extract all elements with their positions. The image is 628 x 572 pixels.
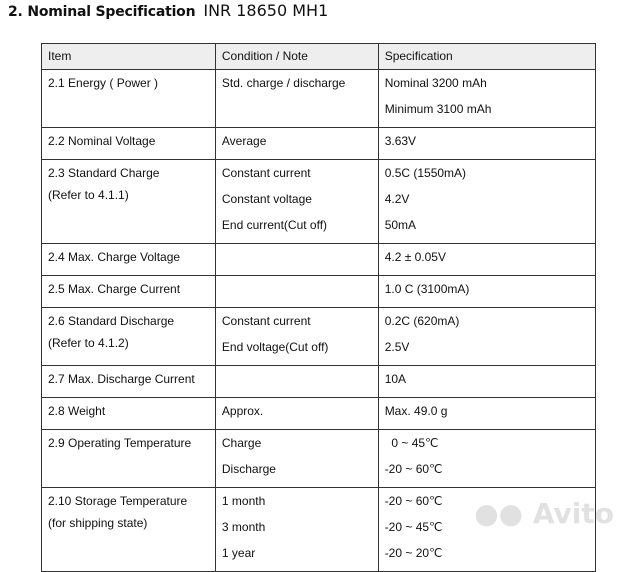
table-row [42, 70, 596, 128]
specification-text: Nominal 3200 mAh [384, 76, 487, 90]
condition-text: Discharge [221, 462, 276, 476]
item-text: 2.6 Standard Discharge [48, 314, 175, 328]
specification-text: -20 ~ 45℃ [384, 520, 443, 534]
specification-cell [378, 430, 595, 488]
specification-text: 0.5C (1550mA) [384, 166, 467, 180]
item-cell [42, 276, 216, 308]
specification-cell [378, 366, 595, 398]
item-text: (Refer to 4.1.1) [48, 188, 129, 202]
item-text: 2.2 Nominal Voltage [48, 134, 156, 148]
specification-text: 0 ~ 45℃ [384, 436, 439, 450]
specification-cell [378, 308, 595, 366]
condition-text: Average [221, 134, 267, 148]
condition-cell [215, 488, 378, 572]
table-row [42, 430, 596, 488]
table-row [42, 308, 596, 366]
table-row [42, 276, 596, 308]
condition-cell [215, 308, 378, 366]
item-text: (Refer to 4.1.2) [48, 336, 129, 350]
specification-cell [378, 244, 595, 276]
specification-text: 1.0 C (3100mA) [384, 282, 470, 296]
condition-text: End voltage(Cut off) [221, 340, 329, 354]
table-row [42, 366, 596, 398]
item-cell [42, 366, 216, 398]
condition-cell [215, 244, 378, 276]
condition-text: End current(Cut off) [221, 218, 328, 232]
item-cell [42, 488, 216, 572]
table-row [42, 398, 596, 430]
section-heading [8, 1, 328, 20]
condition-cell [215, 398, 378, 430]
specification-text: -20 ~ 60℃ [384, 494, 443, 508]
item-cell [42, 128, 216, 160]
condition-text: Constant current [221, 314, 311, 328]
condition-text: 1 year [221, 546, 256, 560]
model-name: INR 18650 MH1 [203, 1, 329, 20]
item-text: 2.3 Standard Charge [48, 166, 160, 180]
condition-cell [215, 128, 378, 160]
condition-cell [215, 366, 378, 398]
item-text: 2.7 Max. Discharge Current [48, 372, 195, 386]
specification-cell [378, 160, 595, 244]
item-text: 2.10 Storage Temperature [48, 494, 188, 508]
specification-text: 3.63V [384, 134, 417, 148]
condition-cell [215, 160, 378, 244]
condition-text: Constant voltage [221, 192, 312, 206]
item-cell [42, 398, 216, 430]
avito-watermark: ●● Avito [474, 497, 614, 530]
table-row [42, 244, 596, 276]
item-cell [42, 308, 216, 366]
specification-text: -20 ~ 20℃ [384, 546, 443, 560]
condition-cell [215, 70, 378, 128]
condition-cell [215, 430, 378, 488]
specification-text: 2.5V [384, 340, 410, 354]
header-item: Item [42, 44, 216, 70]
condition-text: Constant current [221, 166, 311, 180]
condition-cell [215, 276, 378, 308]
specification-text: 0.2C (620mA) [384, 314, 460, 328]
specification-text: 10A [384, 372, 407, 386]
watermark-text: Avito [532, 497, 614, 530]
condition-text: Approx. [221, 404, 264, 418]
item-text: 2.5 Max. Charge Current [48, 282, 181, 296]
specification-cell [378, 70, 595, 128]
condition-text: Std. charge / discharge [221, 76, 346, 90]
item-text: 2.4 Max. Charge Voltage [48, 250, 181, 264]
condition-text: Charge [221, 436, 262, 450]
item-cell [42, 160, 216, 244]
condition-text: 1 month [221, 494, 266, 508]
condition-text: 3 month [221, 520, 266, 534]
header-specification: Specification [378, 44, 595, 70]
item-text: (for shipping state) [48, 516, 148, 530]
header-condition: Condition / Note [215, 44, 378, 70]
table-row [42, 128, 596, 160]
specification-cell [378, 276, 595, 308]
specification-text: 4.2V [384, 192, 410, 206]
specification-table [41, 43, 596, 572]
specification-text: 50mA [384, 218, 417, 232]
specification-text: Minimum 3100 mAh [384, 102, 492, 116]
specification-cell [378, 398, 595, 430]
item-text: 2.9 Operating Temperature [48, 436, 192, 450]
table-header-row [42, 44, 596, 70]
specification-text: -20 ~ 60℃ [384, 462, 443, 476]
item-text: 2.1 Energy ( Power ) [48, 76, 159, 90]
table-row [42, 160, 596, 244]
section-title: 2. Nominal Specification [8, 4, 196, 20]
item-cell [42, 430, 216, 488]
specification-cell [378, 128, 595, 160]
specification-text: 4.2 ± 0.05V [384, 250, 446, 264]
item-text: 2.8 Weight [48, 404, 106, 418]
item-cell [42, 70, 216, 128]
specification-text: Max. 49.0 g [384, 404, 448, 418]
item-cell [42, 244, 216, 276]
